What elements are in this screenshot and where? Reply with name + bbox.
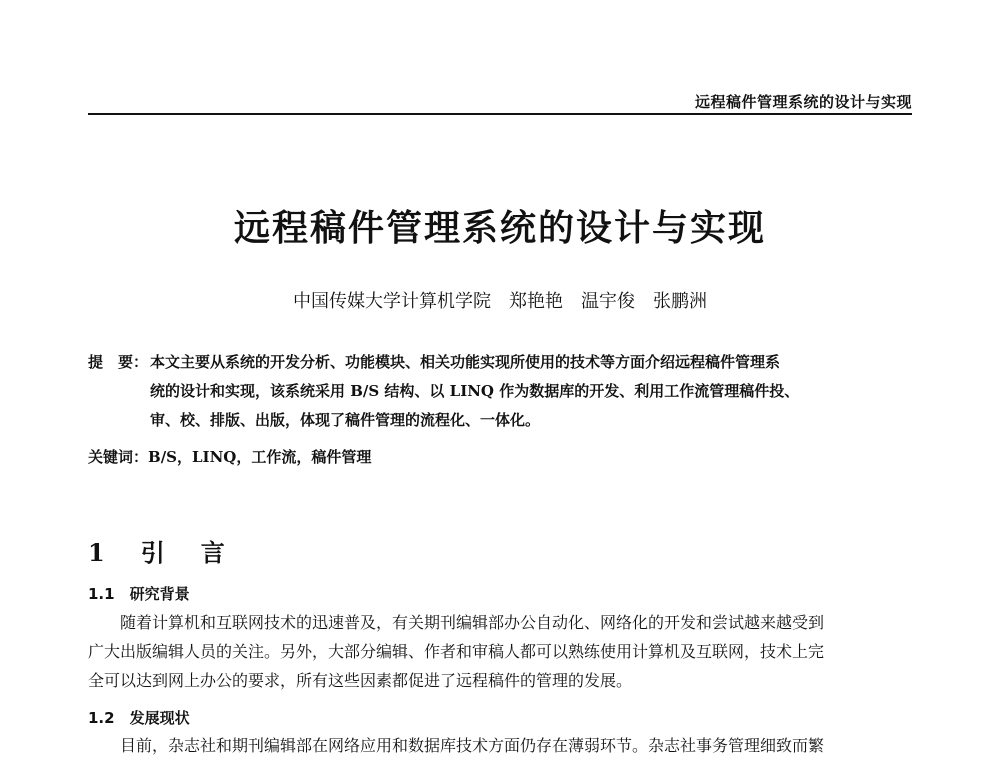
paragraph-line: 广大出版编辑人员的关注。另外，大部分编辑、作者和审稿人都可以熟练使用计算机及互联网，技术上完: [88, 642, 825, 661]
keywords-label: 关键词：: [88, 448, 149, 466]
subsection-heading: 1.2 发展现状: [88, 709, 190, 727]
running-header: 远程稿件管理系统的设计与实现: [694, 93, 912, 111]
authors: 中国传媒大学计算机学院 郑艳艳 温宇俊 张鹏洲: [293, 291, 707, 312]
paragraph: [88, 731, 916, 760]
keywords-text: B/S，LINQ，工作流，稿件管理: [148, 448, 372, 466]
section-heading: 1 引 言: [88, 538, 231, 567]
abstract-line-1: 本文主要从系统的开发分析、功能模块、相关功能实现所使用的技术等方面介绍远程稿件管理系: [150, 353, 781, 371]
abstract-line-3: 审、校、排版、出版，体现了稿件管理的流程化、一体化。: [150, 411, 541, 429]
paper-title: 远程稿件管理系统的设计与实现: [233, 207, 766, 249]
abstract: [88, 348, 918, 435]
paragraph-line: 目前，杂志社和期刊编辑部在网络应用和数据库技术方面仍存在薄弱环节。杂志社事务管理细致而繁: [120, 736, 825, 755]
abstract-label: 提 要：: [88, 353, 149, 371]
keywords: [88, 446, 371, 467]
abstract-line-2: 统的设计和实现，该系统采用 B/S 结构、以 LINQ 作为数据库的开发、利用工作流管理稿件投、: [150, 382, 800, 400]
subsection-heading: 1.1 研究背景: [88, 585, 190, 603]
paragraph-line: 全可以达到网上办公的要求，所有这些因素都促进了远程稿件的管理的发展。: [88, 671, 633, 690]
header-rule: [88, 113, 912, 115]
paragraph-line: 随着计算机和互联网技术的迅速普及，有关期刊编辑部办公自动化、网络化的开发和尝试越来越受到: [120, 613, 825, 632]
paragraph: [88, 608, 916, 695]
